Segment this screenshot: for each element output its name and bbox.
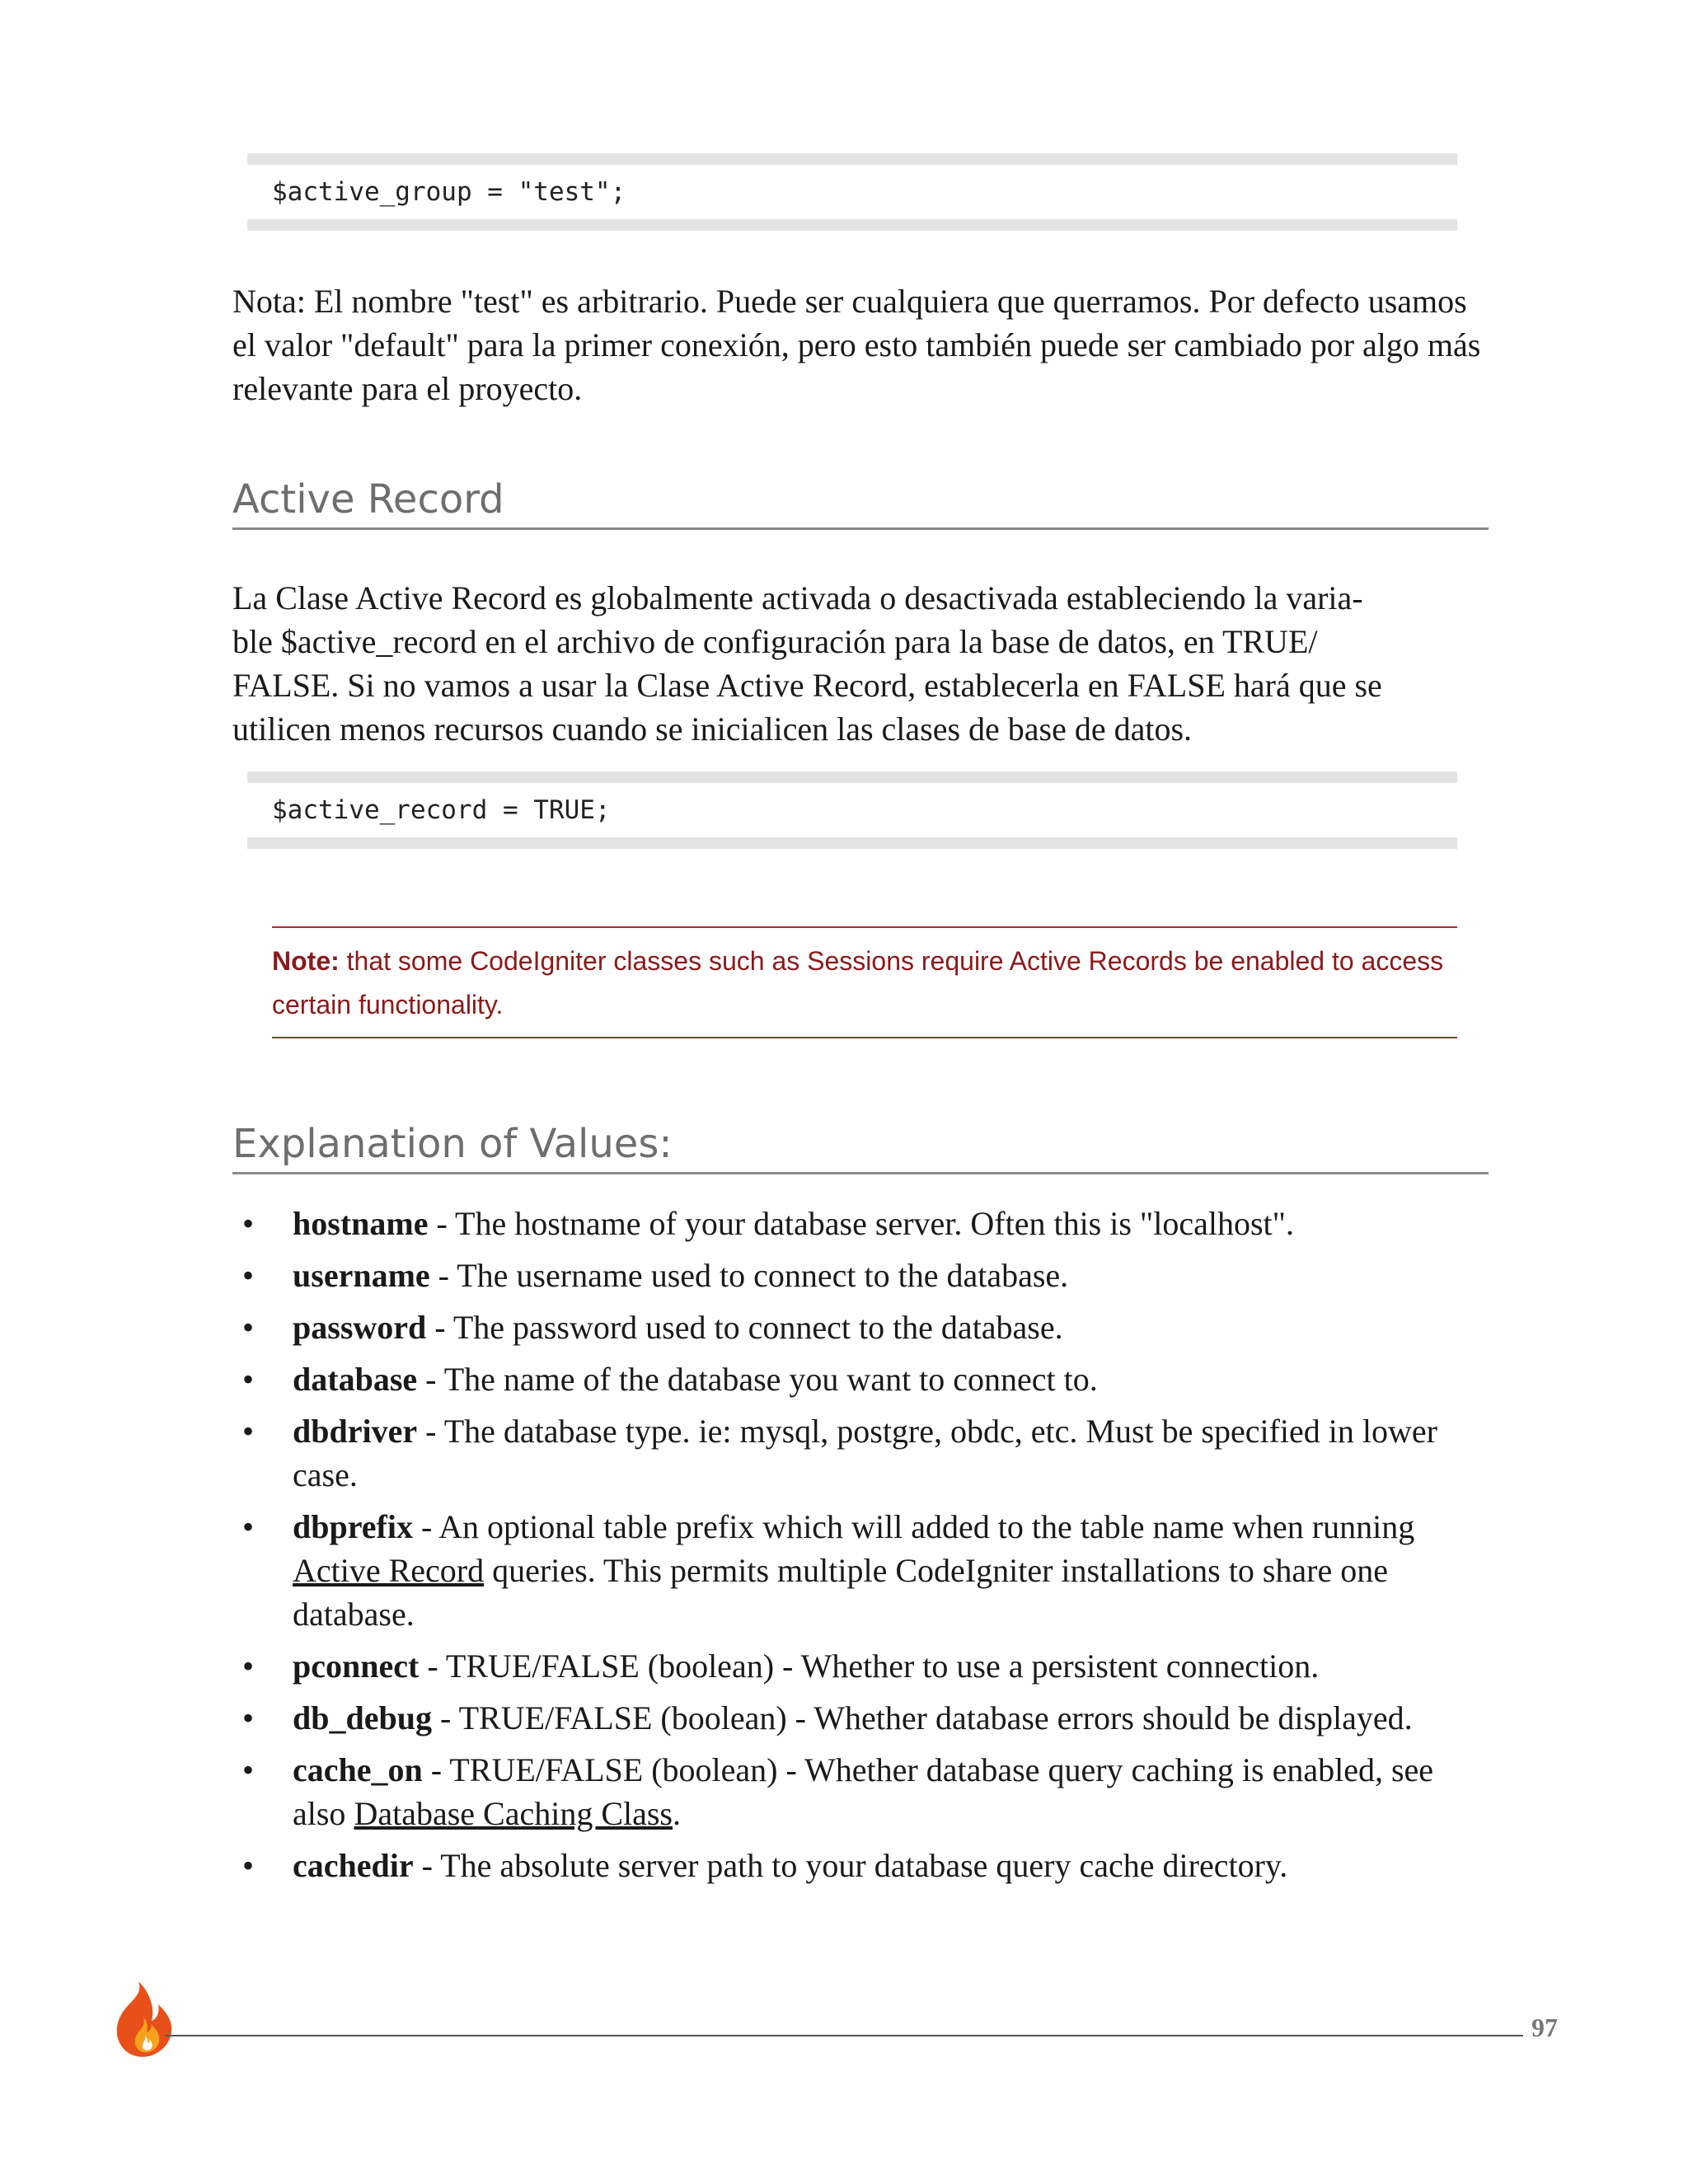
- desc-pconnect: - TRUE/FALSE (boolean) - Whether to use a persistent connection.: [419, 1647, 1320, 1685]
- bullet-icon: •: [242, 1309, 255, 1346]
- bullet-icon: •: [242, 1413, 255, 1450]
- code-block-active-record: [247, 771, 1457, 849]
- term-password: password: [293, 1309, 427, 1346]
- active-record-line-4: utilicen menos recursos cuando se inicialicen las clases de base de datos.: [232, 710, 1193, 748]
- active-record-link[interactable]: Active Record: [293, 1552, 485, 1589]
- active-record-line-3: FALSE. Si no vamos a usar la Clase Active Record, establecerla en FALSE hará que se: [232, 667, 1382, 704]
- desc-dbprefix-b: queries. This permits multiple CodeIgniter installations to share one database.: [293, 1552, 1388, 1633]
- heading-explanation-of-values: Explanation of Values:: [232, 1119, 1489, 1174]
- bullet-icon: •: [242, 1205, 255, 1242]
- list-item: [232, 1644, 1485, 1688]
- code-active-group: $active_group = "test";: [272, 177, 626, 207]
- term-hostname: hostname: [293, 1205, 429, 1242]
- list-item: [232, 1696, 1485, 1740]
- term-cachedir: cachedir: [293, 1847, 414, 1884]
- desc-db-debug: - TRUE/FALSE (boolean) - Whether database errors should be displayed.: [431, 1699, 1413, 1736]
- list-item: [232, 1844, 1485, 1887]
- desc-dbdriver: - The database type. ie: mysql, postgre, obdc, etc. Must be specified in lower case.: [293, 1413, 1437, 1493]
- list-item: [232, 1409, 1485, 1497]
- bullet-icon: •: [242, 1647, 255, 1685]
- footer-rule: [165, 2035, 1523, 2036]
- term-username: username: [293, 1257, 430, 1294]
- bullet-icon: •: [242, 1257, 255, 1294]
- bullet-icon: •: [242, 1508, 255, 1545]
- list-item: [232, 1357, 1485, 1401]
- term-pconnect: pconnect: [293, 1647, 420, 1685]
- list-item: [232, 1254, 1485, 1297]
- desc-cachedir: - The absolute server path to your database query cache directory.: [413, 1847, 1288, 1884]
- values-list: [232, 1202, 1485, 1896]
- page-number: 97: [1531, 2013, 1558, 2042]
- active-record-line-2: ble $active_record en el archivo de configuración para la base de datos, en TRUE/: [232, 623, 1318, 660]
- desc-cache-on-b: .: [673, 1795, 681, 1832]
- code-block-active-group: [247, 153, 1457, 231]
- desc-hostname: - The hostname of your database server. Often this is "localhost".: [428, 1205, 1294, 1242]
- desc-password: - The password used to connect to the database.: [426, 1309, 1063, 1346]
- nota-paragraph: Nota: El nombre "test" es arbitrario. Puede ser cualquiera que querramos. Por defecto usamos el valor "default" para la primer conexión, pero esto también puede ser cambiado por algo más relevante para el proyecto.: [232, 283, 1481, 407]
- list-item: [232, 1202, 1485, 1245]
- code-active-record: $active_record = TRUE;: [272, 795, 611, 825]
- note-text: that some CodeIgniter classes such as Sessions require Active Records be enabled to access certain functionality.: [272, 946, 1444, 1019]
- term-dbdriver: dbdriver: [293, 1413, 418, 1450]
- list-item: [232, 1748, 1485, 1835]
- bullet-icon: •: [242, 1361, 255, 1398]
- desc-database: - The name of the database you want to connect to.: [417, 1361, 1098, 1398]
- term-database: database: [293, 1361, 418, 1398]
- list-item: [232, 1305, 1485, 1349]
- term-cache-on: cache_on: [293, 1751, 423, 1788]
- note-box: [272, 926, 1457, 1038]
- term-db-debug: db_debug: [293, 1699, 432, 1736]
- codeigniter-flame-icon: [106, 1978, 180, 2060]
- desc-username: - The username used to connect to the database.: [429, 1257, 1069, 1294]
- bullet-icon: •: [242, 1751, 255, 1788]
- term-dbprefix: dbprefix: [293, 1508, 413, 1545]
- bullet-icon: •: [242, 1699, 255, 1736]
- heading-active-record: Active Record: [232, 475, 1489, 530]
- desc-dbprefix-a: - An optional table prefix which will added to the table name when running: [412, 1508, 1415, 1545]
- active-record-line-1: La Clase Active Record es globalmente activada o desactivada estableciendo la varia-: [232, 579, 1363, 616]
- note-label: Note:: [272, 946, 340, 976]
- desc-cache-on-a: - TRUE/FALSE (boolean) - Whether database query caching is enabled, see also: [293, 1751, 1434, 1832]
- database-caching-class-link[interactable]: Database Caching Class: [354, 1795, 673, 1832]
- active-record-paragraph: [232, 576, 1502, 751]
- list-item: [232, 1505, 1485, 1636]
- bullet-icon: •: [242, 1847, 255, 1884]
